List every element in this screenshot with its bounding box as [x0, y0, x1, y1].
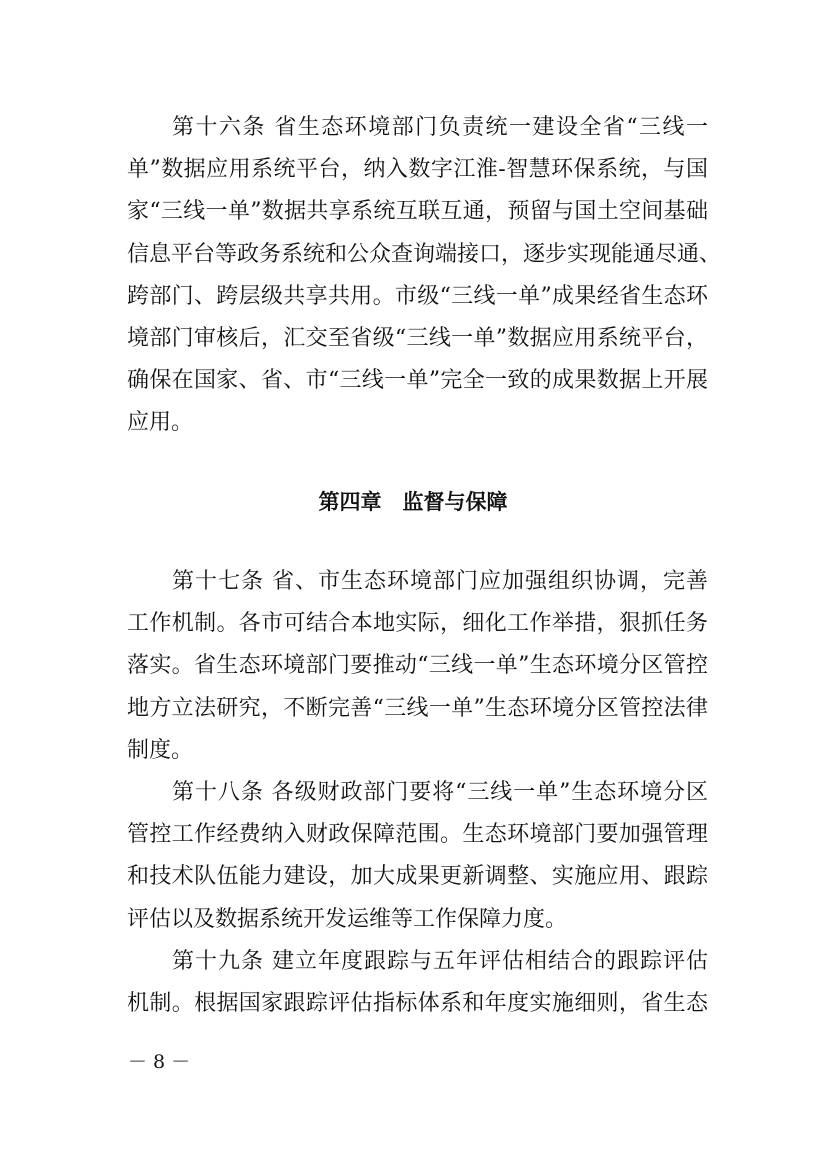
text-line: 信息平台等政务系统和公众查询端接口，逐步实现能通尽通、 [127, 241, 722, 267]
text-line: 地方立法研究，不断完善“三线一单”生态环境分区管控法律 [127, 695, 708, 721]
text-line: 第十六条 省生态环境部门负责统一建设全省“三线一 [172, 115, 708, 140]
text-line: 应用。 [127, 410, 194, 436]
text-line: 管控工作经费纳入财政保障范围。生态环境部门要加强管理 [127, 822, 708, 848]
text-line: 家“三线一单”数据共享系统互联互通，预留与国土空间基础 [127, 199, 708, 225]
article-19 [127, 941, 708, 1025]
text-line: 跨部门、跨层级共享共用。市级“三线一单”成果经省生态环 [127, 283, 708, 309]
text-line: 制度。 [127, 737, 194, 763]
article-18 [127, 772, 708, 941]
text-line: 确保在国家、省、市“三线一单”完全一致的成果数据上开展 [127, 368, 708, 394]
text-line: 和技术队伍能力建设，加大成果更新调整、实施应用、跟踪 [127, 864, 708, 890]
text-line: 单”数据应用系统平台，纳入数字江淮-智慧环保系统，与国 [127, 157, 708, 183]
text-line: 落实。省生态环境部门要推动“三线一单”生态环境分区管控 [127, 653, 708, 679]
text-line: 工作机制。各市可结合本地实际，细化工作举措，狠抓任务 [127, 611, 708, 637]
text-line: 第十七条 省、市生态环境部门应加强组织协调，完善 [172, 569, 708, 594]
text-line: 第十八条 各级财政部门要将“三线一单”生态环境分区 [172, 780, 708, 805]
text-line: 机制。根据国家跟踪评估指标体系和年度实施细则，省生态 [127, 991, 708, 1017]
text-line: 境部门审核后，汇交至省级“三线一单”数据应用系统平台， [127, 325, 708, 351]
text-line: 评估以及数据系统开发运维等工作保障力度。 [127, 906, 568, 932]
chapter-heading: 第四章 监督与保障 [318, 490, 508, 514]
article-16 [127, 107, 722, 445]
text-line: 第十九条 建立年度跟踪与五年评估相结合的跟踪评估 [172, 949, 708, 974]
article-17 [127, 561, 708, 772]
page-number: － 8 － [128, 1051, 191, 1073]
